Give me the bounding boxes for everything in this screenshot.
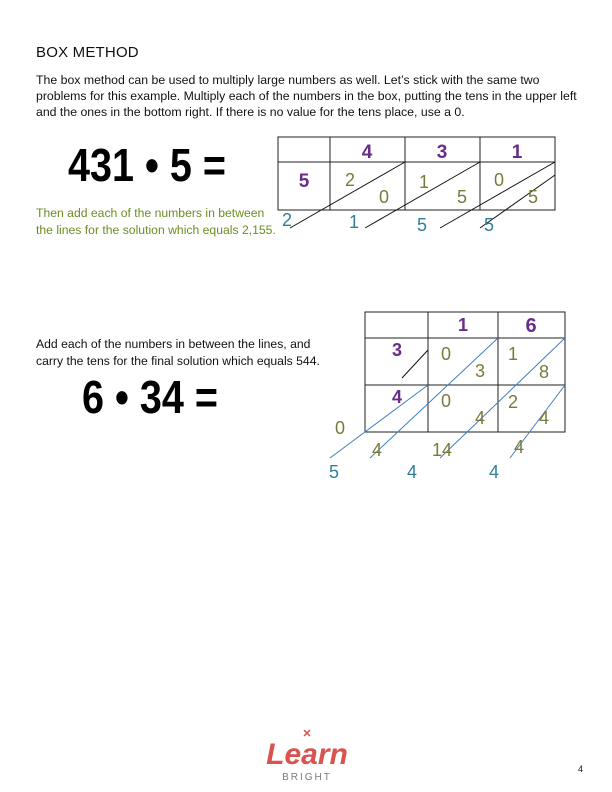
- logo-sub: BRIGHT: [282, 772, 332, 783]
- equation-431-times-5: 431 • 5 =: [68, 139, 226, 191]
- equation-6-times-34: 6 • 34 =: [82, 371, 218, 423]
- p2-cell-ones: 4: [538, 408, 550, 428]
- p2-result-digit: 4: [488, 462, 500, 482]
- p2-cell-tens: 2: [507, 392, 519, 412]
- p1-cell-ones: 5: [456, 187, 468, 207]
- p2-cell-ones: 8: [538, 362, 550, 382]
- box-diagram-1: [270, 130, 570, 240]
- p2-result-digit: 5: [328, 462, 340, 482]
- p1-cell-tens: 2: [344, 170, 356, 190]
- p2-cell-ones: 3: [474, 361, 486, 381]
- logo-spark-icon: [304, 730, 310, 736]
- p2-side-digit: 4: [391, 387, 403, 407]
- p2-diagonal-sum: 0: [334, 418, 346, 438]
- p1-sum-digit: 1: [348, 212, 360, 232]
- p1-top-digit: 1: [511, 142, 523, 163]
- p2-diagonal-sum: 14: [431, 440, 453, 460]
- section-title: BOX METHOD: [36, 44, 139, 61]
- p1-top-digit: 3: [436, 142, 448, 163]
- p2-top-digit: 1: [457, 315, 469, 335]
- p1-sum-digit: 5: [483, 215, 495, 235]
- p2-cell-tens: 1: [507, 344, 519, 364]
- p2-side-digit: 3: [391, 340, 403, 360]
- p2-cell-ones: 4: [474, 408, 486, 428]
- box-diagram-2: [320, 300, 570, 485]
- p1-top-digit: 4: [361, 142, 373, 163]
- p2-top-digit: 6: [525, 315, 537, 337]
- page-number: 4: [578, 764, 584, 774]
- p2-cell-tens: 0: [440, 344, 452, 364]
- p1-cell-ones: 0: [378, 187, 390, 207]
- p2-diagonal-sum: 4: [371, 440, 383, 460]
- diagram2-cell-diagonals: [402, 350, 428, 378]
- p2-result-digit: 4: [406, 462, 418, 482]
- p1-cell-tens: 1: [418, 172, 430, 192]
- p1-cell-ones: 5: [527, 187, 539, 207]
- p1-side-digit: 5: [298, 171, 310, 192]
- learn-bright-logo: [252, 728, 362, 784]
- p1-sum-digit: 5: [416, 215, 428, 235]
- p2-cell-tens: 0: [440, 391, 452, 411]
- p1-sum-digit: 2: [281, 210, 293, 230]
- problem1-note: Then add each of the numbers in between the lines for the solution which equals 2,155.: [36, 206, 276, 237]
- problem2-note: Add each of the numbers in between the lines, and carry the tens for the final solution which equals 544.: [36, 337, 320, 368]
- p2-diagonal-sum: 4: [513, 437, 525, 457]
- logo-word: Learn: [266, 738, 348, 771]
- intro-paragraph: The box method can be used to multiply large numbers as well. Let’s stick with the same two problems for this example. Multiply each of the numbers in the box, putting the tens in the upper left and the ones in the bottom right. If there is no value for the tens place, use a 0.: [36, 73, 577, 119]
- p1-cell-tens: 0: [493, 170, 505, 190]
